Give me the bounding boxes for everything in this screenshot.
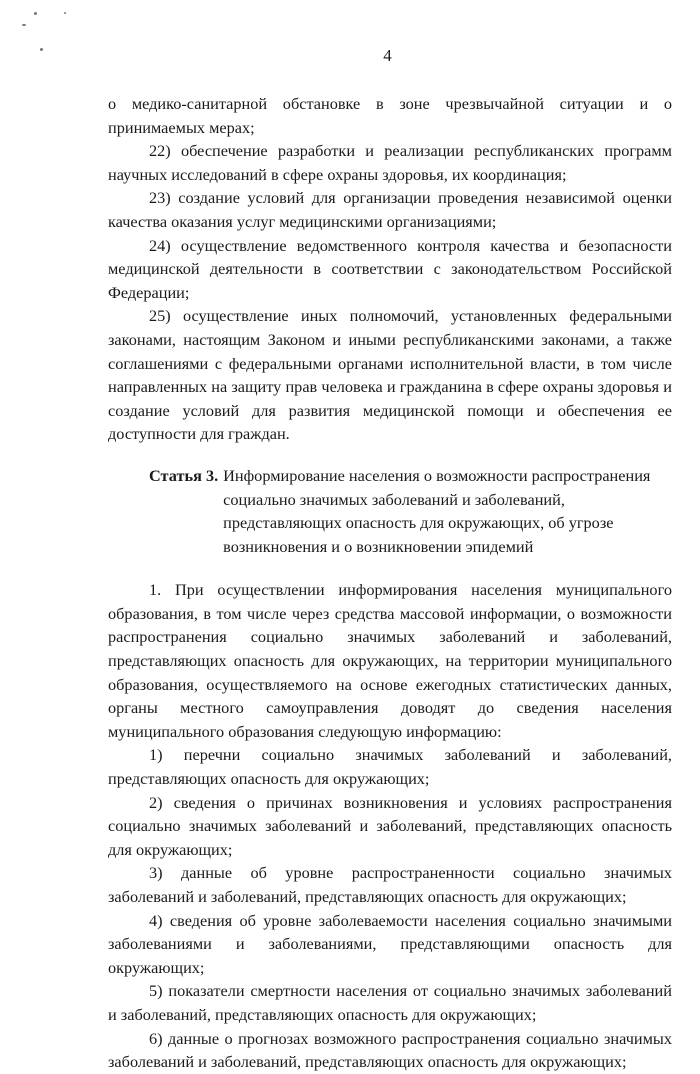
paragraph: 22) обеспечение разработки и реализации республиканских программ научных исследований в сфере охраны здоровья, их координация; <box>108 141 672 184</box>
document-body <box>108 92 672 1074</box>
paragraph: 23) создание условий для организации проведения независимой оценки качества оказания услуг медицинскими организациями; <box>108 188 672 231</box>
article-heading <box>108 464 672 558</box>
scan-speck <box>34 12 37 15</box>
list-item: 2) сведения о причинах возникновения и условиях распространения социально значимых заболеваний и заболеваний, представляющих опасность для окружающих; <box>108 792 672 859</box>
page-number: 4 <box>383 46 392 65</box>
paragraph: 25) осуществление иных полномочий, установленных федеральными законами, настоящим Законом и иными республиканскими законами, а также соглашениями с федеральными органами исполнительной власти, в том числе направленных на защиту прав человека и гражданина в сфере охраны здоровья и создание условий для развития медицинской помощи и обеспечения ее доступности для граждан. <box>108 306 672 444</box>
paragraph: 24) осуществление ведомственного контроля качества и безопасности медицинской деятельности в соответствии с законодательством Российской Федерации; <box>108 235 672 302</box>
list-item: 6) данные о прогнозах возможного распространения социально значимых заболеваний и заболеваний, представляющих опасность для окружающих; <box>108 1028 672 1072</box>
scan-speck <box>22 24 26 26</box>
paragraph: о медико-санитарной обстановке в зоне чрезвычайной ситуации и о принимаемых мерах; <box>108 94 672 137</box>
scan-speck <box>64 12 66 14</box>
article-number: Статья 3. <box>149 465 219 485</box>
list-item: 1) перечни социально значимых заболеваний и заболеваний, представляющих опасность для окружающих; <box>108 745 672 789</box>
list-item: 3) данные об уровне распространенности социально значимых заболеваний и заболеваний, представляющих опасность для окружающих; <box>108 863 672 906</box>
paragraphs-before <box>108 92 672 446</box>
list-item: 4) сведения об уровне заболеваемости населения социально значимыми заболеваниями и заболеваниями, представляющими опасность для окружающих; <box>108 910 672 977</box>
article-title: Информирование населения о возможности распространения социально значимых заболеваний и заболеваний, представляющих опасность для окружающих, об угрозе возникновения и о возникновении эпидемий <box>223 465 651 556</box>
paragraph: 1. При осуществлении информирования населения муниципального образования, в том числе через средства массовой информации, о возможности распространения социально значимых заболеваний и заболеваний, представляющих опасность для окружающих, на территории муниципального образования, осуществляемого на основе ежегодных статистических данных, органы местного самоуправления доводят до сведения населения муниципального образования следующую информацию: <box>108 580 672 741</box>
list-item: 5) показатели смертности населения от социально значимых заболеваний и заболеваний, представляющих опасность для окружающих; <box>108 981 672 1024</box>
paragraphs-after <box>108 578 672 1073</box>
